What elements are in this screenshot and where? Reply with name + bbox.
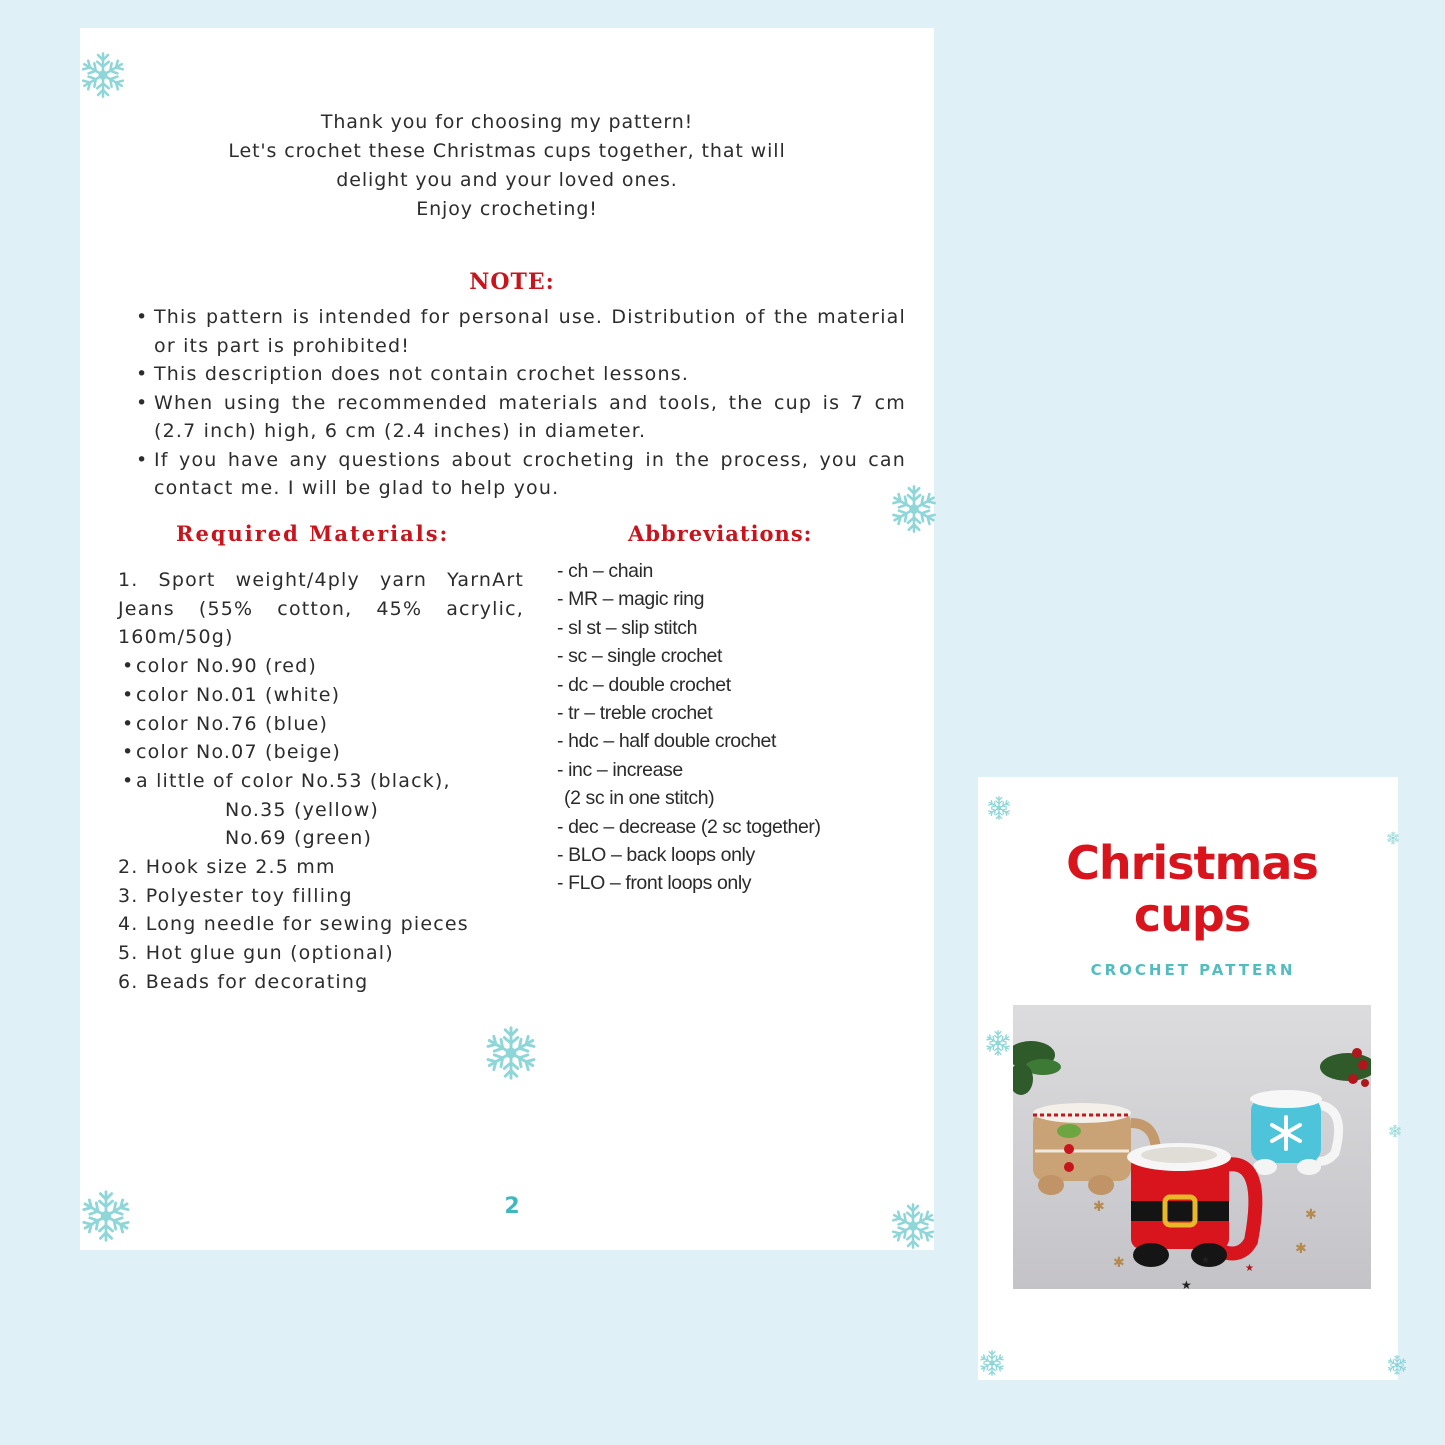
materials-heading: Required Materials: — [176, 521, 450, 546]
abbreviation-item: - BLO – back loops only — [557, 844, 755, 867]
materials-item: 4. Long needle for sewing pieces — [118, 913, 469, 936]
cover-title-line: Christmas — [1066, 836, 1318, 890]
abbreviation-item: - inc – increase — [557, 758, 683, 781]
intro-line: Let's crochet these Christmas cups together, that will — [228, 140, 786, 162]
svg-text:✱: ✱ — [1295, 1241, 1307, 1257]
svg-text:✱: ✱ — [1093, 1199, 1105, 1215]
color-item: No.69 (green) — [225, 827, 373, 850]
abbreviation-item: - dec – decrease (2 sc together) — [557, 815, 821, 838]
snowflake-icon — [78, 1184, 134, 1248]
color-item: • color No.01 (white) — [122, 683, 341, 706]
svg-text:★: ★ — [1181, 1278, 1192, 1289]
pattern-page — [80, 28, 934, 1250]
materials-item: 5. Hot glue gun (optional) — [118, 942, 394, 965]
svg-text:✱: ✱ — [1113, 1255, 1125, 1271]
note-item: • If you have any questions about crocheting in the process, you can contact me. I will be glad to help you. — [136, 446, 906, 503]
abbreviations-list — [557, 557, 897, 898]
note-item: • This description does not contain crochet lessons. — [136, 360, 906, 389]
color-item: • color No.76 (blue) — [122, 712, 329, 735]
color-item: • color No.07 (beige) — [122, 741, 341, 764]
intro-line: delight you and your loved ones. — [336, 169, 678, 191]
abbreviation-item: - ch – chain — [557, 560, 654, 582]
materials-item: 2. Hook size 2.5 mm — [118, 856, 336, 879]
snowflake-icon — [986, 795, 1012, 821]
page-number: 2 — [504, 1194, 520, 1219]
crochet-cups-image — [1013, 1005, 1371, 1289]
materials-item: 6. Beads for decorating — [118, 970, 369, 993]
abbreviation-item: (2 sc in one stitch) — [564, 787, 715, 810]
note-list — [136, 303, 906, 503]
snowflake-icon — [978, 1349, 1006, 1377]
note-item: • When using the recommended materials and tools, the cup is 7 cm (2.7 inch) high, 6 cm (2.4 inches) in diameter. — [136, 389, 906, 446]
cover-title-line: cups — [1133, 888, 1251, 942]
svg-text:★: ★ — [1201, 1255, 1210, 1266]
cover-title — [978, 837, 1406, 941]
snowflake-icon — [1388, 1119, 1402, 1143]
intro-text — [80, 108, 934, 224]
abbreviation-item: - sl st – slip stitch — [557, 616, 698, 639]
snowflake-icon — [984, 1029, 1012, 1057]
snowflake-icon — [1386, 1351, 1408, 1379]
svg-text:✱: ✱ — [1305, 1207, 1317, 1223]
svg-text:★: ★ — [1245, 1263, 1254, 1274]
cover-photo — [1013, 1005, 1371, 1289]
snowflake-icon — [78, 44, 128, 106]
snowflake-icon — [482, 1022, 540, 1084]
note-item: • This pattern is intended for personal use. Distribution of the material or its part is prohibited! — [136, 303, 906, 360]
color-item: No.35 (yellow) — [225, 798, 380, 821]
snowflake-icon — [888, 1198, 938, 1254]
intro-line: Thank you for choosing my pattern! — [320, 111, 694, 133]
abbreviations-heading: Abbreviations: — [628, 521, 813, 546]
abbreviation-item: - dc – double crochet — [557, 673, 731, 696]
intro-line: Enjoy crocheting! — [416, 198, 598, 220]
color-item: • a little of color No.53 (black), — [122, 769, 451, 792]
abbreviation-item: - hdc – half double crochet — [557, 730, 777, 753]
abbreviation-item: - sc – single crochet — [557, 645, 723, 668]
color-item: • color No.90 (red) — [122, 655, 317, 678]
abbreviation-item: - tr – treble crochet — [557, 702, 713, 725]
cover-page — [978, 777, 1398, 1380]
cover-subtitle: CROCHET PATTERN — [1090, 961, 1296, 979]
materials-item: 3. Polyester toy filling — [118, 884, 353, 907]
abbreviation-item: - FLO – front loops only — [557, 872, 752, 895]
materials-list — [118, 566, 524, 997]
materials-item: 1. Sport weight/4ply yarn YarnArt Jeans (55% cotton, 45% acrylic, 160m/50g) — [118, 569, 524, 649]
abbreviation-item: - MR – magic ring — [557, 588, 705, 611]
note-heading: NOTE: — [469, 269, 555, 295]
